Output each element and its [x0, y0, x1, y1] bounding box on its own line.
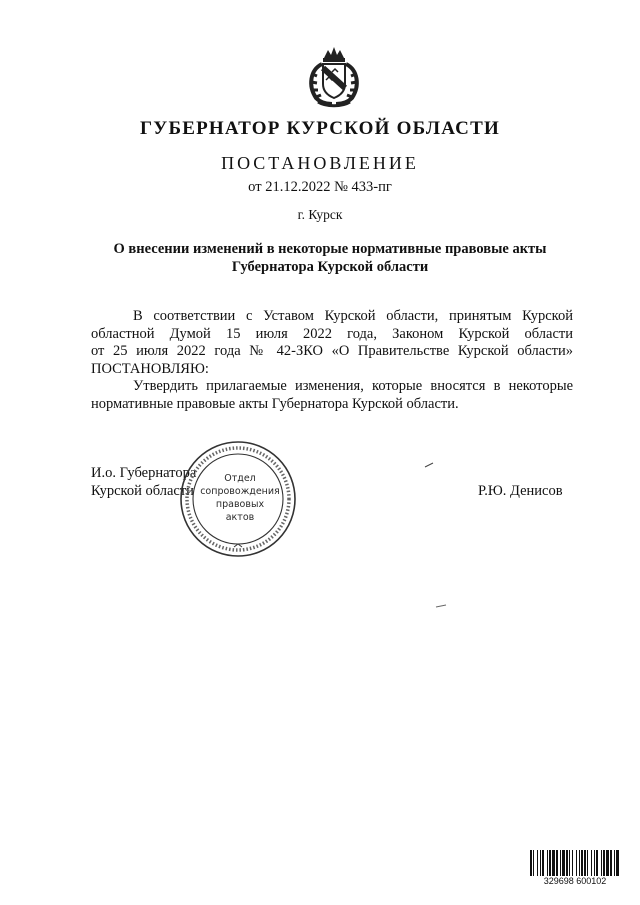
body-line: В соответствии с Уставом Курской области, принятым Курской	[133, 308, 573, 324]
pen-mark	[424, 462, 434, 468]
document-title	[90, 240, 570, 276]
stamp-line: сопровождения	[200, 486, 280, 497]
pen-mark	[435, 604, 447, 608]
document-body	[91, 308, 573, 413]
stamp-line: Отдел	[224, 473, 256, 484]
signer-position-line: И.о. Губернатора	[91, 465, 197, 481]
body-line: нормативные правовые акты Губернатора Курской области.	[91, 395, 459, 412]
document-city: г. Курск	[297, 207, 343, 222]
stamp-line: актов	[225, 512, 255, 523]
body-line: областной Думой 15 июля 2022 года, Законом Курской области	[91, 325, 573, 342]
title-line: О внесении изменений в некоторые нормативные правовые акты	[113, 241, 547, 257]
coat-of-arms-icon	[302, 44, 366, 110]
signer-position-line: Курской области	[91, 482, 194, 499]
body-line: ПОСТАНОВЛЯЮ:	[91, 360, 209, 377]
document-type: ПОСТАНОВЛЕНИЕ	[221, 153, 419, 173]
signer-name: Р.Ю. Денисов	[478, 483, 563, 499]
body-line: Утвердить прилагаемые изменения, которые вносятся в некоторые	[133, 378, 573, 394]
authority-heading: ГУБЕРНАТОР КУРСКОЙ ОБЛАСТИ	[140, 118, 500, 139]
stamp-line: правовых	[215, 499, 265, 510]
document-date-number: от 21.12.2022 № 433-пг	[248, 179, 392, 195]
title-line: Губернатора Курской области	[231, 259, 429, 275]
body-line: от 25 июля 2022 года № 42-ЗКО «О Правительстве Курской области»	[91, 343, 573, 359]
stamp-text	[190, 472, 290, 524]
barcode-number: 329698 600102	[530, 876, 620, 886]
